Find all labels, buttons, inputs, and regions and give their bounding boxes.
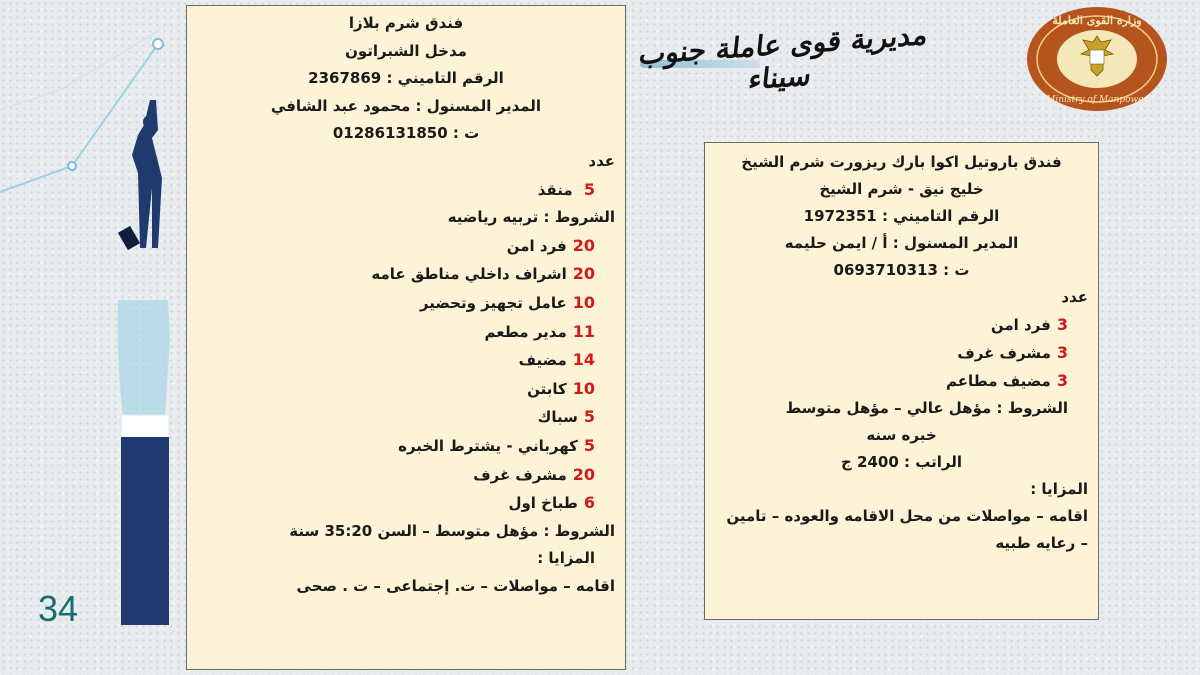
header-title: مديرية قوى عاملة جنوب سيناء — [637, 18, 930, 97]
hotel-location: مدخل الشبراتون — [345, 41, 467, 60]
sleeve — [121, 437, 169, 625]
job-title: اشراف داخلي مناطق عامه — [371, 265, 567, 284]
salary-text: الراتب : 2400 ج — [841, 453, 962, 471]
job-row — [197, 176, 615, 205]
conditions-text: الشروط : تربيه رياضيه — [447, 208, 615, 227]
job-count: 5 — [583, 407, 595, 427]
job-title: سباك — [537, 408, 578, 427]
chart-node — [153, 39, 163, 49]
insurance-number: الرقم التاميني : 1972351 — [803, 207, 1000, 225]
benefits-label: المزايا : — [1030, 480, 1088, 498]
benefits-label: المزايا : — [537, 549, 595, 568]
job-count: 5 — [583, 179, 595, 199]
job-count: 3 — [1056, 315, 1068, 334]
job-row — [197, 375, 615, 404]
benefits-text: اقامه – مواصلات من محل الاقامه والعوده – تامين — [726, 507, 1088, 525]
benefits-text-continued: – رعايه طبيه — [995, 534, 1088, 552]
job-count: 3 — [1056, 371, 1068, 390]
hotel-name: فندق باروتيل اكوا بارك ريزورت شرم الشيخ — [741, 153, 1062, 171]
job-row — [197, 432, 615, 461]
chart-line-secondary — [0, 30, 160, 110]
hotel-location: خليج نيق - شرم الشيخ — [819, 180, 984, 198]
conditions-text: الشروط : مؤهل متوسط – السن 35:20 سنة — [289, 521, 615, 540]
job-title: مشرف غرف — [957, 344, 1051, 362]
job-count: 14 — [572, 350, 595, 370]
job-title: مضيف — [518, 351, 567, 370]
job-count: 6 — [583, 493, 595, 513]
job-title: فرد امن — [990, 316, 1051, 334]
job-count: 5 — [583, 435, 595, 455]
phone-number: ت : 0693710313 — [833, 261, 970, 279]
job-row — [197, 461, 615, 490]
job-title: منقذ — [537, 180, 573, 199]
hotel-name: فندق شرم بلازا — [348, 14, 464, 32]
job-title: عامل تجهيز وتحضير — [419, 293, 567, 312]
page-number: 34 — [38, 588, 79, 629]
job-title: مضيف مطاعم — [946, 372, 1051, 390]
job-title: مشرف غرف — [473, 465, 567, 484]
hotel-card-barotel-aqua-park — [704, 142, 1099, 620]
manager-name: المدير المسنول : أ / ايمن حليمه — [784, 234, 1019, 252]
sleeve-cuff — [121, 415, 169, 437]
job-count: 11 — [572, 321, 595, 341]
job-title: فرد امن — [506, 236, 567, 255]
job-row — [715, 367, 1088, 395]
hotel-card-sharm-plaza — [186, 5, 626, 670]
chart-node — [68, 162, 76, 170]
job-row — [197, 346, 615, 375]
job-row — [197, 232, 615, 261]
job-row — [715, 339, 1088, 367]
businessman-head — [143, 115, 157, 129]
job-count: 20 — [572, 264, 595, 284]
job-row — [197, 489, 615, 518]
hand-shape — [118, 300, 170, 415]
count-header: عدد — [1061, 288, 1088, 306]
chart-line — [0, 44, 158, 192]
job-count: 20 — [572, 235, 595, 255]
conditions-text: الشروط : مؤهل عالي – مؤهل متوسط — [785, 399, 1068, 417]
job-count: 10 — [572, 292, 595, 312]
job-title: كابتن — [527, 379, 567, 398]
job-title: طباخ اول — [508, 494, 578, 513]
job-count: 3 — [1056, 343, 1068, 362]
job-row — [715, 311, 1088, 339]
ministry-logo — [1024, 4, 1170, 114]
count-header: عدد — [588, 151, 615, 170]
phone-number: ت : 01286131850 — [332, 124, 480, 143]
job-title: مدير مطعم — [484, 322, 567, 341]
job-row — [197, 289, 615, 318]
logo-arabic-text: وزارة القوى العاملة — [1052, 14, 1142, 27]
job-count: 10 — [572, 378, 595, 398]
business-figure-illustration — [0, 0, 186, 675]
job-count: 20 — [572, 464, 595, 484]
manager-name: المدير المسنول : محمود عبد الشافي — [270, 96, 542, 115]
experience-text: خبره سنه — [866, 426, 937, 444]
job-row — [197, 318, 615, 347]
briefcase-icon — [118, 226, 140, 250]
job-row — [197, 403, 615, 432]
job-title: كهرباني - يشترط الخبره — [398, 436, 578, 455]
benefits-text: اقامه – مواصلات – ت. إجتماعى – ت . صحى — [296, 576, 615, 595]
logo-english-text: Ministry of Manpower — [1046, 95, 1148, 105]
insurance-number: الرقم التاميني : 2367869 — [308, 69, 504, 88]
job-row — [197, 260, 615, 289]
